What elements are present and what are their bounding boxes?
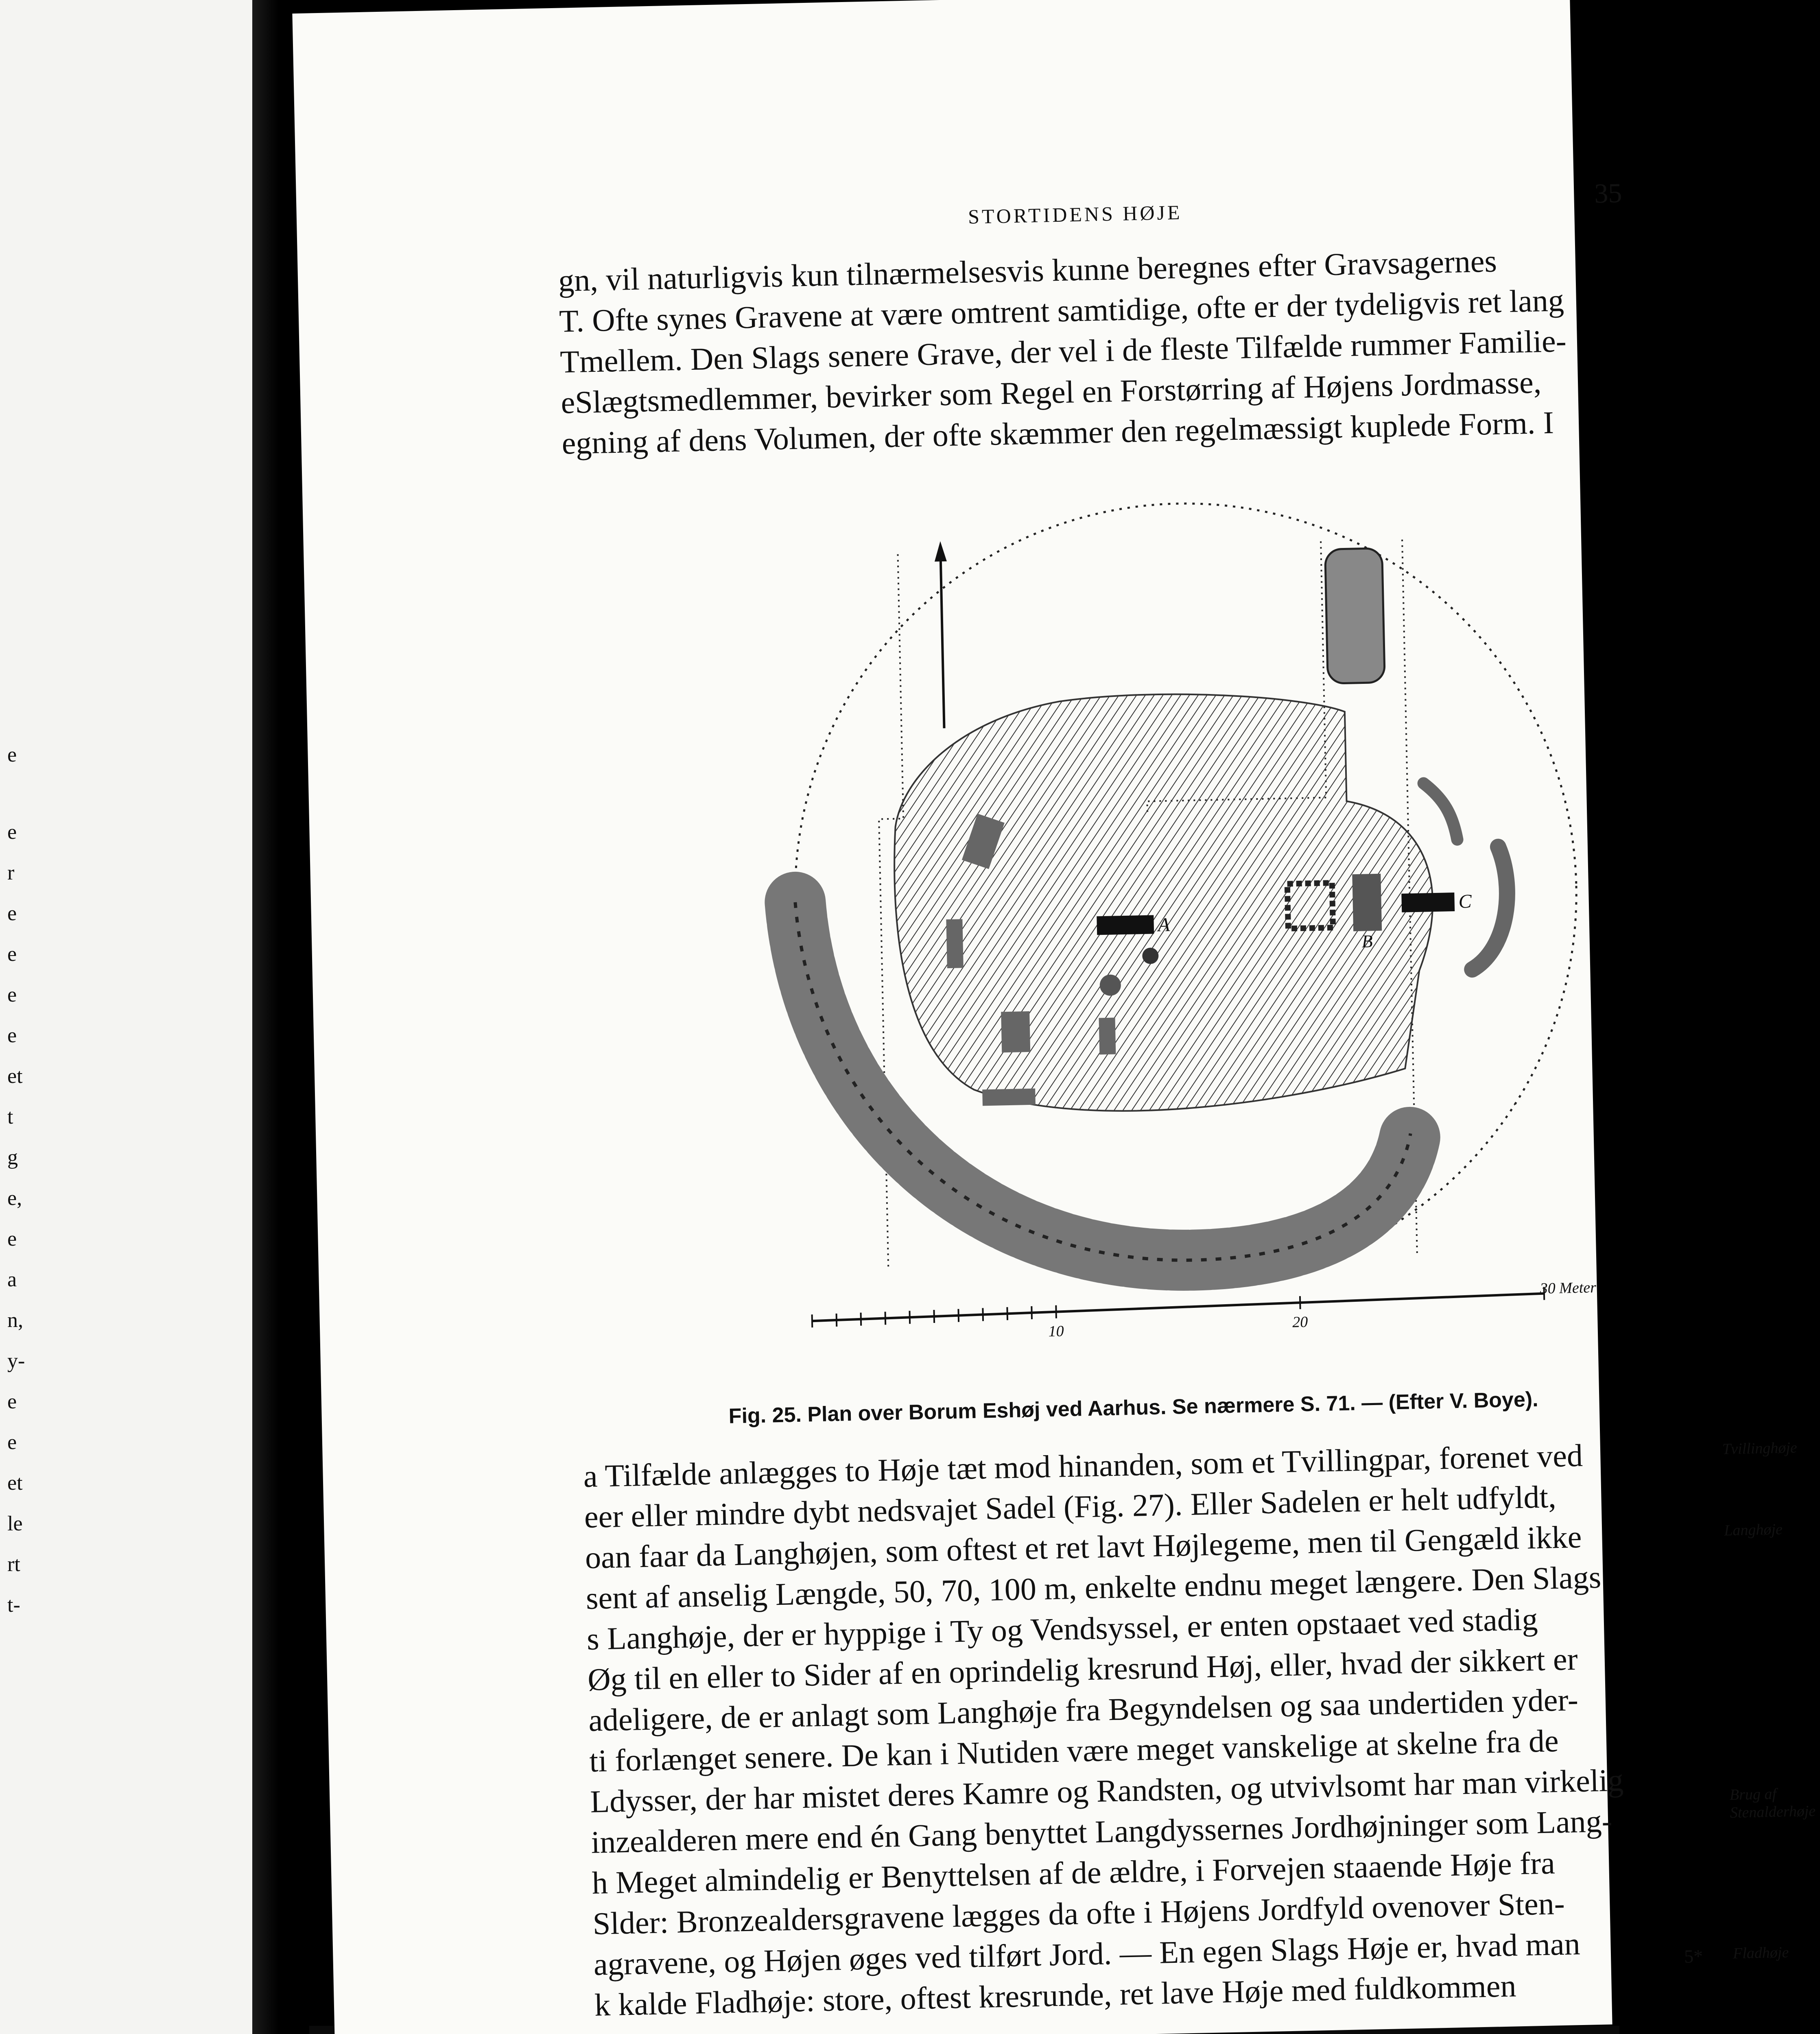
marginal-brug-line2: Stenalderhøje: [1730, 1802, 1816, 1822]
marginal-brug-line1: Brug af: [1729, 1785, 1777, 1804]
text-line: eer eller mindre dybt nedsvajet Sadel (Fig. 27). Eller Sadelen er helt udfyldt,: [584, 1479, 1557, 1535]
signature-mark: 5*: [1684, 1945, 1703, 1967]
text-line: agravene, og Højen øges ved tilført Jord. — En egen Slags Høje er, hvad man: [593, 1926, 1581, 1982]
margin-fragment: e: [7, 1431, 17, 1454]
margin-fragment: le: [7, 1512, 23, 1535]
barrow-plan-svg: [669, 477, 1695, 1344]
previous-page-edge: [0, 0, 264, 2034]
marginal-fladhoje: Fladhøje: [1733, 1944, 1789, 1962]
text-line: s Langhøje, der er hyppige i Ty og Vendsyssel, er enten opstaaet ved stadig: [586, 1601, 1538, 1657]
text-line: T. Ofte synes Gravene at være omtrent samtidige, ofte er der tydeligvis ret lang: [559, 282, 1564, 339]
text-line: Øg til en eller to Sider af en oprindelig kresrund Høj, eller, hvad der sikkert er: [587, 1641, 1578, 1698]
text-line: ti forlænget senere. De kan i Nutiden være meget vanskelige at skelne fra de: [589, 1723, 1559, 1779]
figure-caption: Fig. 25. Plan over Borum Eshøj ved Aarhus. Se nærmere S. 71. — (Efter V. Boye).: [728, 1387, 1539, 1428]
text-line: oan faar da Langhøjen, som oftest et ret lavt Højlegeme, men til Gengæld ikke: [585, 1519, 1582, 1576]
margin-fragment: a: [7, 1268, 17, 1291]
margin-fragment: n,: [7, 1309, 23, 1332]
scale-label-30: 30 Meter: [1540, 1279, 1597, 1297]
text-line: Slder: Bronzealdersgravene lægges da ofte i Højens Jordfyld ovenover Sten-: [592, 1885, 1565, 1941]
margin-fragment: r: [7, 861, 15, 884]
scale-label-20: 20: [1292, 1313, 1308, 1331]
stone-row: [1470, 847, 1509, 969]
page-number: 35: [1594, 177, 1623, 209]
margin-fragment: e: [7, 1227, 17, 1251]
marginal-tvillinghoje: Tvillinghøje: [1722, 1439, 1798, 1458]
feature: [1001, 1011, 1030, 1052]
coffin-a: [1097, 915, 1154, 935]
margin-fragment: rt: [7, 1553, 20, 1576]
running-head: STORTIDENS HØJE: [968, 201, 1183, 228]
stone-cluster: [1325, 548, 1385, 684]
marginal-langhoje: Langhøje: [1724, 1521, 1783, 1539]
text-line: Ldysser, der har mistet deres Kamre og Randsten, og utvivlsomt har man virkelig: [590, 1762, 1624, 1819]
text-line: Tmellem. Den Slags senere Grave, der vel i de fleste Tilfælde rummer Familie-: [559, 323, 1567, 380]
coffin-c: [1401, 893, 1455, 912]
text-line: sent af anselig Længde, 50, 70, 100 m, enkelte endnu meget længere. Den Slags: [586, 1559, 1602, 1616]
text-line: h Meget almindelig er Benyttelsen af de ældre, i Forvejen staaende Høje fra: [591, 1845, 1556, 1901]
margin-fragment: et: [7, 1471, 23, 1495]
text-line: k kalde Fladhøje: store, oftest kresrunde, ret lave Høje med fuldkommen: [594, 1968, 1517, 2023]
text-line: eSlægtsmedlemmer, bevirker som Regel en Forstørring af Højens Jordmasse,: [560, 364, 1542, 420]
margin-fragment: e: [7, 943, 17, 966]
book-page: [292, 0, 1816, 2034]
margin-fragment: e,: [7, 1187, 22, 1210]
margin-fragment: et: [7, 1065, 23, 1088]
north-arrow-head: [934, 541, 947, 562]
figure-plan-drawing: [669, 477, 1695, 1344]
margin-fragment: t: [7, 1105, 13, 1128]
label-c: C: [1458, 890, 1472, 912]
margin-fragment: y-: [7, 1349, 25, 1373]
margin-fragment: e: [7, 1390, 17, 1413]
label-b: B: [1361, 931, 1373, 952]
text-line: gn, vil naturligvis kun tilnærmelsesvis kunne beregnes efter Gravsagernes: [558, 243, 1497, 298]
stone-row: [1424, 783, 1457, 840]
margin-fragment: e: [7, 821, 17, 844]
margin-fragment: e: [7, 743, 17, 766]
paragraph-top: [558, 237, 1661, 463]
feature: [946, 919, 964, 968]
text-line: egning af dens Volumen, der ofte skæmmer den regelmæssigt kuplede Form. I: [561, 404, 1554, 461]
margin-fragment: t-: [7, 1593, 20, 1617]
text-line: adeligere, de er anlagt som Langhøje fra Begyndelsen og saa undertiden yder-: [588, 1682, 1579, 1738]
paragraph-bottom: [583, 1433, 1693, 2025]
north-arrow: [941, 553, 944, 728]
margin-fragment: e: [7, 983, 17, 1006]
margin-fragment: e: [7, 1024, 17, 1047]
feature: [982, 1089, 1036, 1106]
text-line: inzealderen mere end én Gang benyttet Langdyssernes Jordhøjninger som Lang-: [590, 1803, 1613, 1860]
label-a: A: [1158, 914, 1170, 936]
text-line: a Tilfælde anlægges to Høje tæt mod hinanden, som et Tvillingpar, forenet ved: [583, 1437, 1583, 1494]
coffin-b: [1352, 874, 1382, 931]
margin-fragment: e: [7, 902, 17, 925]
scale-bar: [812, 1294, 1544, 1321]
scale-label-10: 10: [1048, 1323, 1064, 1340]
feature: [1099, 1018, 1116, 1055]
margin-fragment: g: [7, 1146, 18, 1169]
